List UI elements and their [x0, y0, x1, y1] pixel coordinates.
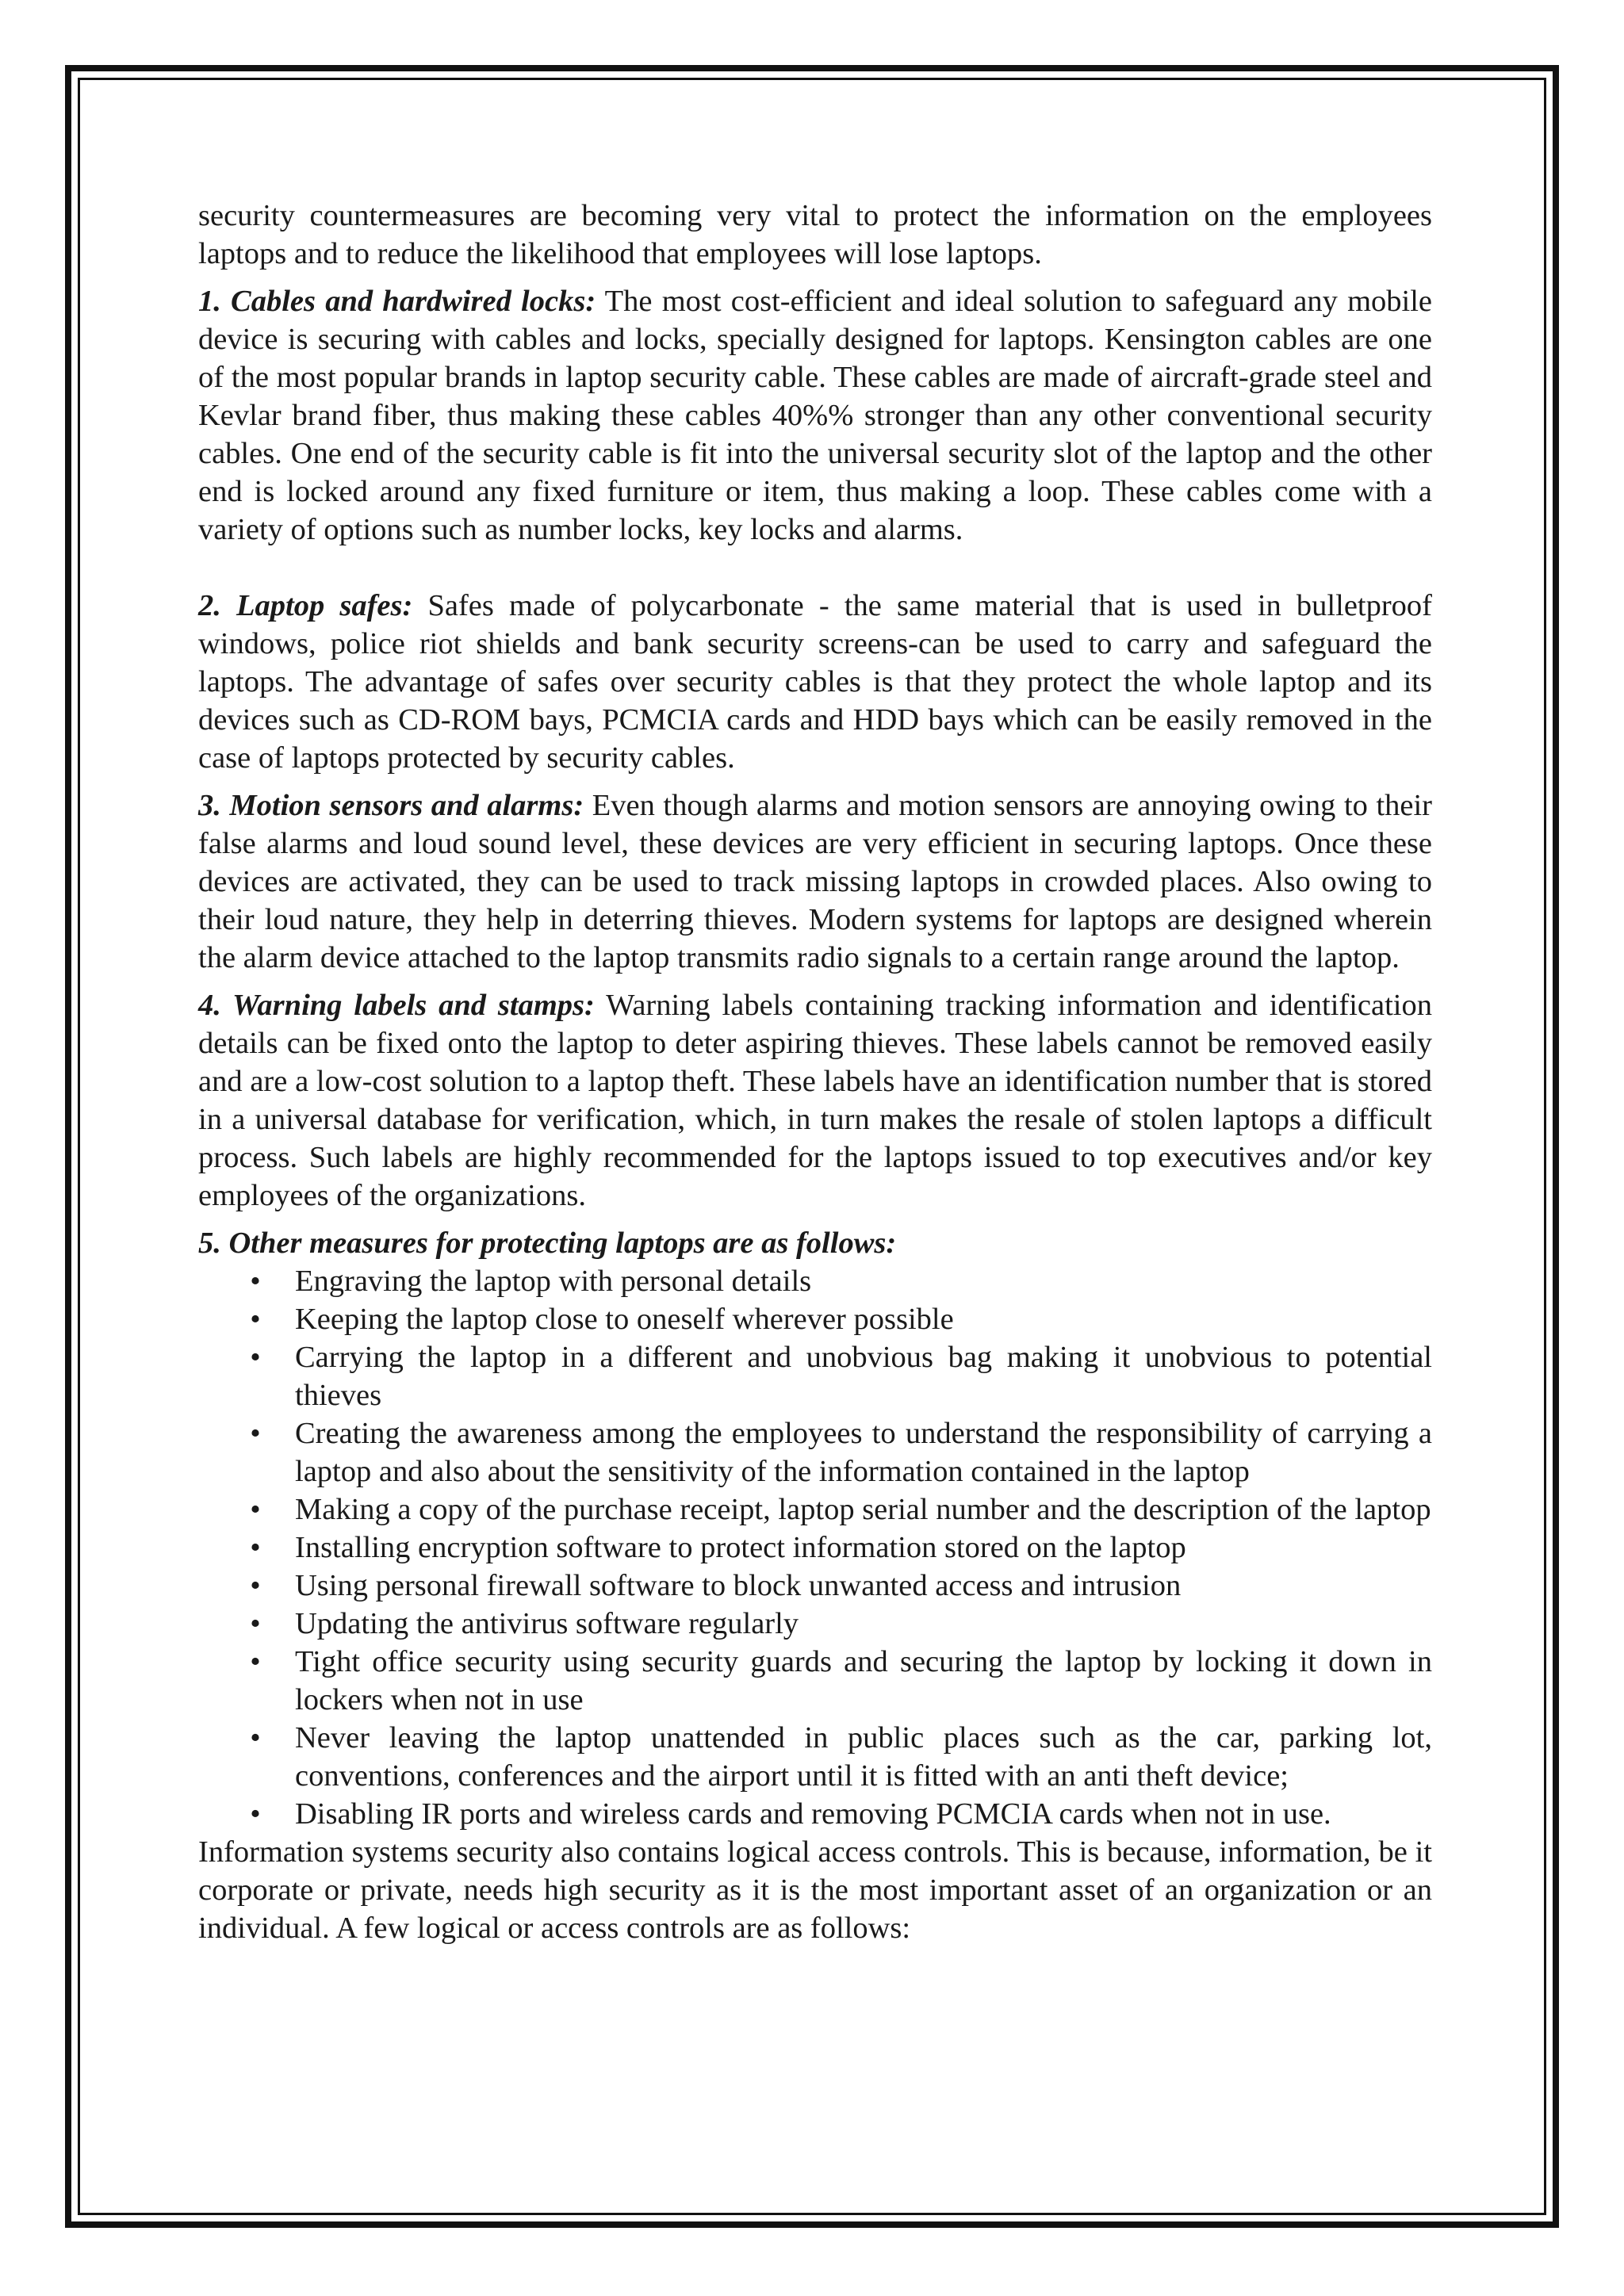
- section-motion-sensors: [198, 786, 1432, 977]
- list-item-text: Tight office security using security guards and securing the laptop by locking it down in lockers when not in use: [295, 1645, 1432, 1716]
- bullet-icon: •: [250, 1607, 261, 1640]
- list-item: [198, 1338, 1432, 1414]
- list-item-text: Updating the antivirus software regularly: [295, 1607, 799, 1640]
- document-body: [198, 197, 1432, 1947]
- other-measures-list: [198, 1262, 1432, 1833]
- section-body: Warning labels containing tracking information and identification details can be fixed onto the laptop to deter aspiring thieves. These labels cannot be removed easily and are a low-cost solution to a laptop theft. These labels have an identification number that is stored in a universal database for verification, which, in turn makes the resale of stolen laptops a difficult process. Such labels are highly recommended for the laptops issued to top executives and/or key employees of the organizations.: [198, 989, 1432, 1212]
- list-item: [198, 1567, 1432, 1605]
- section-heading: 1. Cables and hardwired locks:: [198, 285, 596, 318]
- section-laptop-safes: [198, 587, 1432, 777]
- bullet-icon: •: [250, 1797, 261, 1831]
- list-item-text: Keeping the laptop close to oneself wherever possible: [295, 1303, 954, 1336]
- list-item: [198, 1414, 1432, 1490]
- list-item: [198, 1262, 1432, 1300]
- list-item-text: Creating the awareness among the employees to understand the responsibility of carrying a laptop and also about the sensitivity of the information contained in the laptop: [295, 1417, 1432, 1488]
- intro-paragraph: security countermeasures are becoming very vital to protect the information on the employees laptops and to reduce the likelihood that employees will lose laptops.: [198, 199, 1432, 270]
- section-warning-labels: [198, 986, 1432, 1215]
- list-item: [198, 1795, 1432, 1833]
- list-item-text: Disabling IR ports and wireless cards and removing PCMCIA cards when not in use.: [295, 1797, 1331, 1831]
- list-item-text: Making a copy of the purchase receipt, laptop serial number and the description of the laptop: [295, 1493, 1431, 1526]
- bullet-icon: •: [250, 1417, 261, 1450]
- bullet-icon: •: [250, 1721, 261, 1755]
- bullet-icon: •: [250, 1265, 261, 1298]
- section-cables-locks: [198, 282, 1432, 549]
- list-item: [198, 1643, 1432, 1719]
- section-heading: 2. Laptop safes:: [198, 589, 413, 622]
- section-body: Even though alarms and motion sensors are annoying owing to their false alarms and loud sound level, these devices are very efficient in securing laptops. Once these devices are activated, they can be used to track missing laptops in crowded places. Also owing to their loud nature, they help in deterring thieves. Modern systems for laptops are designed wherein the alarm device attached to the laptop transmits radio signals to a certain range around the laptop.: [198, 789, 1433, 974]
- section-body: Safes made of polycarbonate - the same material that is used in bulletproof windows, police riot shields and bank security screens-can be used to carry and safeguard the laptops. The advantage of safes over security cables is that they protect the whole laptop and its devices such as CD-ROM bays, PCMCIA cards and HDD bays which can be easily removed in the case of laptops protected by security cables.: [198, 589, 1432, 775]
- list-item-text: Installing encryption software to protect information stored on the laptop: [295, 1531, 1186, 1564]
- bullet-icon: •: [250, 1303, 261, 1336]
- list-item: [198, 1529, 1432, 1567]
- list-item: [198, 1300, 1432, 1338]
- list-item-text: Using personal firewall software to block unwanted access and intrusion: [295, 1569, 1182, 1602]
- list-item-text: Never leaving the laptop unattended in public places such as the car, parking lot, conventions, conferences and the airport until it is fitted with an anti theft device;: [295, 1721, 1432, 1793]
- list-item-text: Engraving the laptop with personal details: [295, 1265, 812, 1298]
- bullet-icon: •: [250, 1569, 261, 1602]
- bullet-icon: •: [250, 1531, 261, 1564]
- list-item: [198, 1605, 1432, 1643]
- bullet-icon: •: [250, 1341, 261, 1374]
- section-heading: 3. Motion sensors and alarms:: [198, 789, 584, 822]
- section-heading: 4. Warning labels and stamps:: [198, 989, 595, 1022]
- bullet-icon: •: [250, 1645, 261, 1678]
- section-body: The most cost-efficient and ideal solution to safeguard any mobile device is securing with cables and locks, specially designed for laptops. Kensington cables are one of the most popular brands in laptop security cable. These cables are made of aircraft-grade steel and Kevlar brand fiber, thus making these cables 40%% stronger than any other conventional security cables. One end of the security cable is fit into the universal security slot of the laptop and the other end is locked around any fixed furniture or item, thus making a loop. These cables come with a variety of options such as number locks, key locks and alarms.: [198, 285, 1433, 546]
- other-measures-heading: 5. Other measures for protecting laptops are as follows:: [198, 1226, 897, 1260]
- closing-paragraph: Information systems security also contains logical access controls. This is because, information, be it corporate or private, needs high security as it is the most important asset of an organization or an individual. A few logical or access controls are as follows:: [198, 1835, 1432, 1945]
- list-item-text: Carrying the laptop in a different and unobvious bag making it unobvious to potential thieves: [295, 1341, 1432, 1412]
- bullet-icon: •: [250, 1493, 261, 1526]
- list-item: [198, 1719, 1432, 1795]
- list-item: [198, 1490, 1432, 1529]
